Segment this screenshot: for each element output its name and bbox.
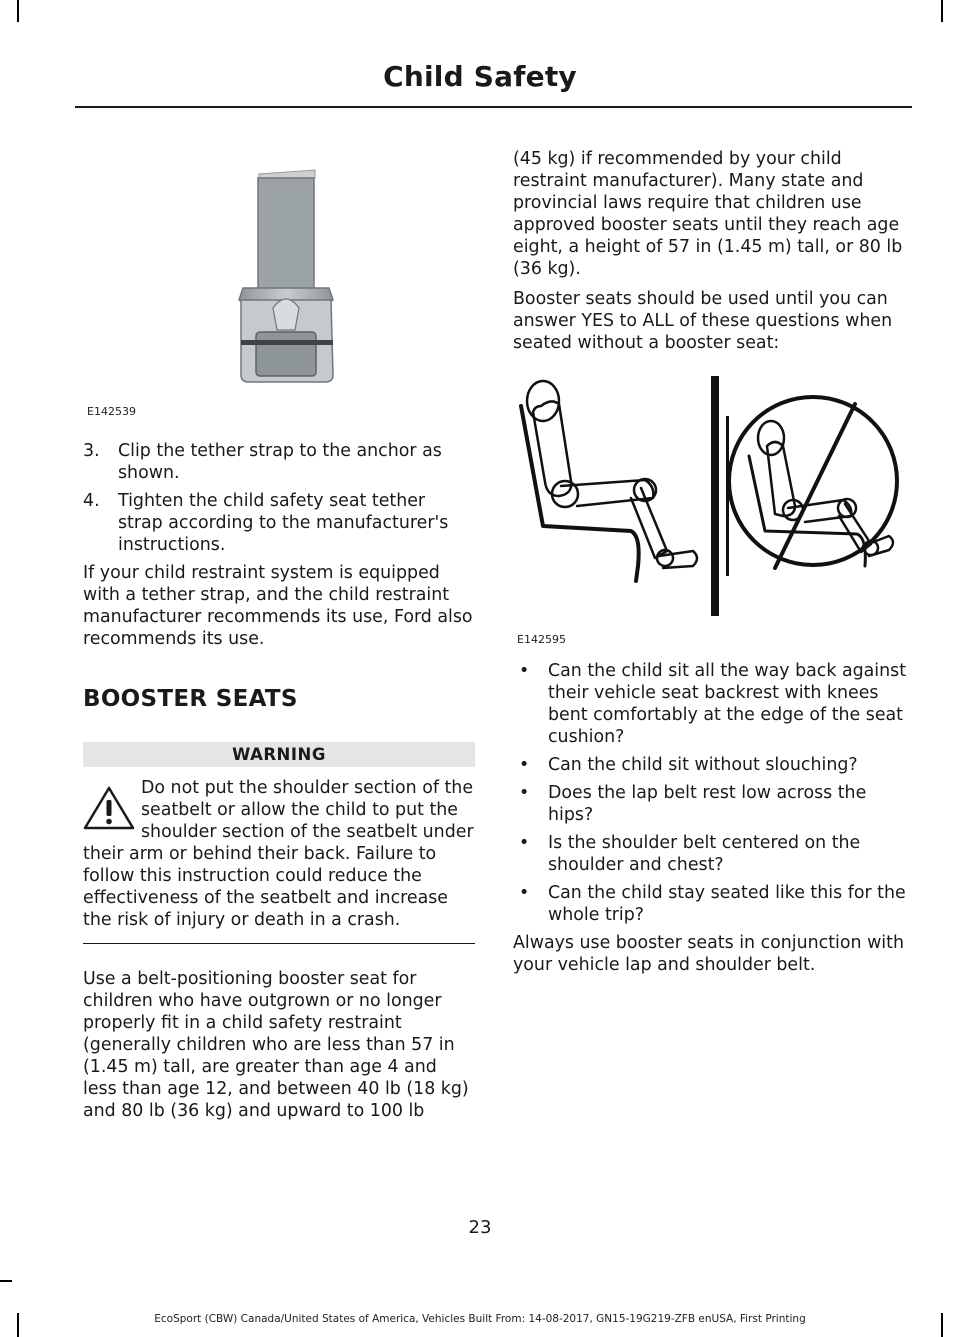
list-item xyxy=(83,440,475,484)
seatbelt-buckle-illustration xyxy=(83,140,475,418)
list-item: • Can the child sit all the way back against their vehicle seat backrest with knees bent comfortably at the edge of the seat cushion? xyxy=(519,661,907,747)
step-text: Clip the tether strap to the anchor as shown. xyxy=(118,441,442,483)
figure-code: E142595 xyxy=(517,633,566,646)
warning-text xyxy=(83,777,475,931)
header-rule xyxy=(75,106,912,108)
figure-code: E142539 xyxy=(87,405,136,418)
crop-mark-top-right xyxy=(941,0,943,22)
warning-triangle-icon xyxy=(83,785,135,831)
booster-paragraph: Use a belt-positioning booster seat for children who have outgrown or no longer properly fit in a child safety restraint (generally children who are less than 57 in (1.45 m) tall, are greater than age 4 and less than age 12, and between 40 lb (18 kg) and 80 lb (36 kg) and upward to 100 lb xyxy=(83,969,469,1121)
page-number: 23 xyxy=(468,1217,492,1238)
page-title: Child Safety xyxy=(383,60,577,93)
question-text: Can the child sit without slouching? xyxy=(548,755,858,775)
booster-posture-illustration xyxy=(513,376,913,616)
list-item: • Does the lap belt rest low across the hips? xyxy=(519,783,867,825)
warning-label: WARNING xyxy=(83,742,475,767)
list-item: • Can the child sit without slouching? xyxy=(519,755,858,775)
buckle-figure xyxy=(83,140,475,418)
paragraph: Booster seats should be used until you can answer YES to ALL of these questions when seated without a booster seat: xyxy=(513,289,893,353)
crop-mark-left xyxy=(0,1280,12,1282)
paragraph: (45 kg) if recommended by your child restraint manufacturer). Many state and provincial laws require that children use approved booster seats until they reach age eight, a height of 57 in (1.45 m) tall, or 80 lb (36 kg). xyxy=(513,149,903,279)
step-text: Tighten the child safety seat tether strap according to the manufacturer's instructions. xyxy=(118,491,449,555)
warning-box xyxy=(83,777,475,944)
section-heading: BOOSTER SEATS xyxy=(83,686,298,712)
document-footer: EcoSport (CBW) Canada/United States of America, Vehicles Built From: 14-08-2017, GN15-19G219-ZFB enUSA, First Printing xyxy=(154,1313,806,1325)
warning-text-content: Do not put the shoulder section of the seatbelt or allow the child to put the shoulder section of the seatbelt under their arm or behind their back. Failure to follow this instruction could reduce the effectiveness of the seatbelt and increase the risk of injury or death in a crash. xyxy=(83,778,474,930)
right-column xyxy=(513,148,913,976)
question-text: Is the shoulder belt centered on the shoulder and chest? xyxy=(548,833,861,875)
left-column xyxy=(83,140,475,1122)
crop-mark-top-left xyxy=(17,0,19,22)
closing-paragraph: Always use booster seats in conjunction with your vehicle lap and shoulder belt. xyxy=(513,933,904,975)
step-number: 3. xyxy=(83,441,100,461)
step-list xyxy=(83,440,475,556)
question-list xyxy=(513,660,913,926)
question-text: Can the child stay seated like this for the whole trip? xyxy=(548,883,906,925)
posture-figure xyxy=(513,376,913,646)
step-number: 4. xyxy=(83,491,100,511)
question-text: Can the child sit all the way back against their vehicle seat backrest with knees bent comfortably at the edge of the seat cushion? xyxy=(548,661,907,747)
tether-paragraph: If your child restraint system is equipped with a tether strap, and the child restraint manufacturer recommends its use, Ford also recommends its use. xyxy=(83,563,473,649)
list-item xyxy=(83,490,475,556)
question-text: Does the lap belt rest low across the hips? xyxy=(548,783,867,825)
list-item: • Is the shoulder belt centered on the shoulder and chest? xyxy=(519,833,861,875)
list-item: • Can the child stay seated like this for the whole trip? xyxy=(519,883,906,925)
